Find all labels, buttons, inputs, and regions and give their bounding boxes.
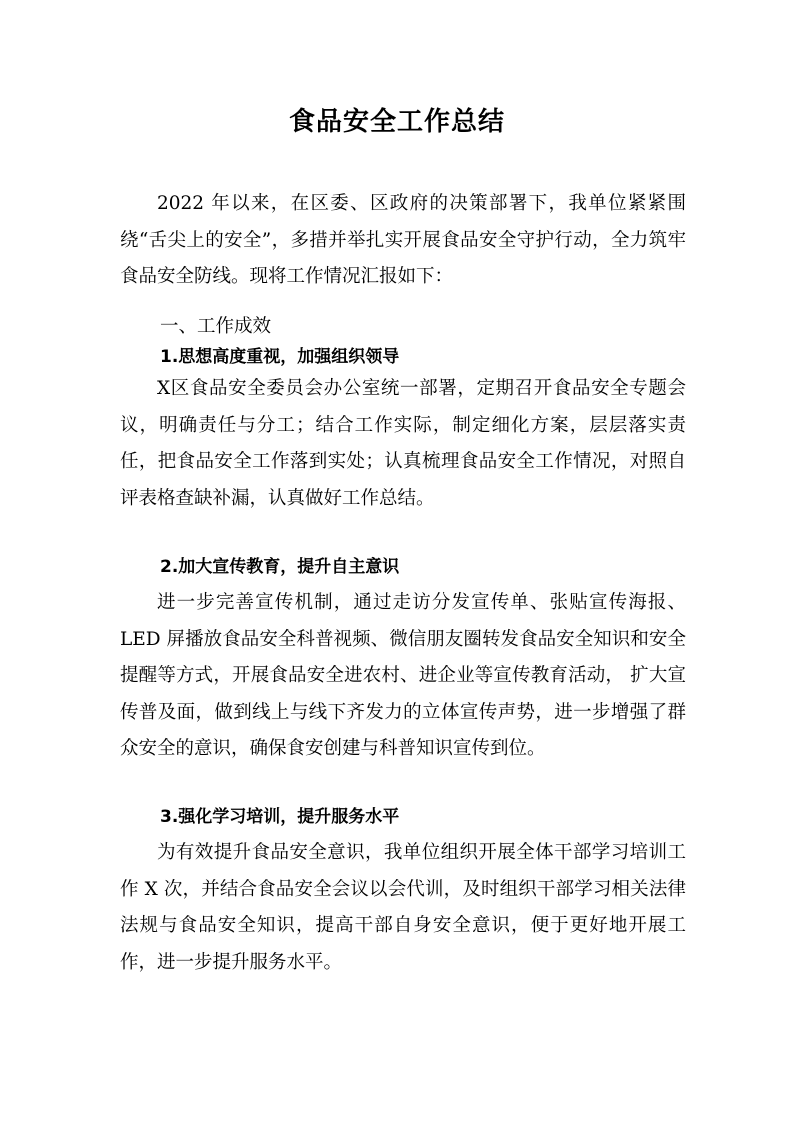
intro-paragraph: 2022 年以来，在区委、区政府的决策部署下，我单位紧紧围绕“舌尖上的安全”，多措并举扎实开展食品安全守护行动，全力筑牢食品安全防线。现将工作情况汇报如下：: [120, 193, 686, 287]
item-3-body: 为有效提升食品安全意识，我单位组织开展全体干部学习培训工作 X 次，并结合食品安全会议以会代训，及时组织干部学习相关法律法规与食品安全知识，提高干部自身安全意识，便于更好地开展工作，进一步提升服务水平。: [120, 842, 686, 973]
section-heading: 一、工作成效: [160, 316, 272, 337]
item-2-heading: 2.加大宣传教育，提升自主意识: [160, 557, 400, 577]
item-3-heading: 3.强化学习培训，提升服务水平: [160, 807, 400, 827]
item-1-body: X区食品安全委员会办公室统一部署，定期召开食品安全专题会议，明确责任与分工；结合工作实际，制定细化方案，层层落实责任，把食品安全工作落到实处；认真梳理食品安全工作情况，对照自评表格查缺补漏，认真做好工作总结。: [120, 378, 686, 509]
item-2-body: 进一步完善宣传机制，通过走访分发宣传单、张贴宣传海报、LED 屏播放食品安全科普视频、微信朋友圈转发食品安全知识和安全提醒等方式，开展食品安全进农村、进企业等宣传教育活动， 扩大宣传普及面，做到线上与线下齐发力的立体宣传声势，进一步增强了群众安全的意识，确保食安创建与科普知识宣传到位。: [120, 592, 686, 759]
page-title: 食品安全工作总结: [288, 107, 505, 137]
item-1-heading: 1.思想高度重视，加强组织领导: [160, 347, 400, 367]
